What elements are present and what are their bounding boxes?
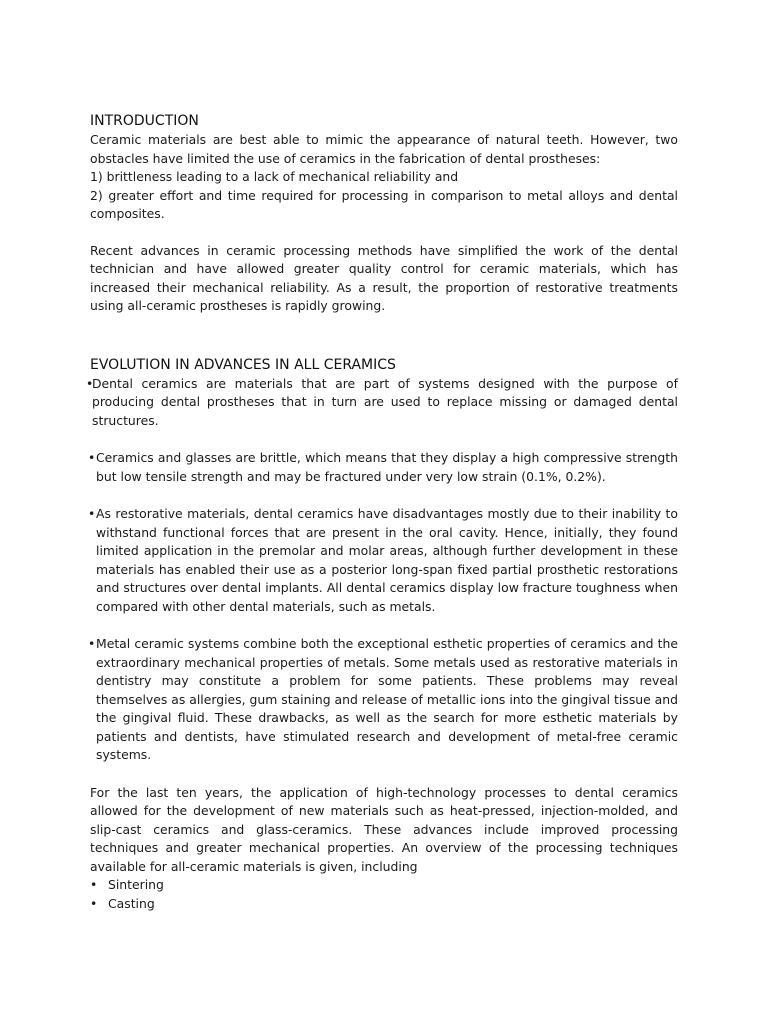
intro-item-1: 1) brittleness leading to a lack of mechanical reliability and [90,169,459,184]
bullet-marker: • [86,375,94,391]
evolution-heading: EVOLUTION IN ADVANCES IN ALL CERAMICS [90,356,396,373]
technique-list [90,876,678,913]
evolution-bullet-text: As restorative materials, dental ceramics have disadvantages mostly due to their inability to withstand functional forces that are present in the oral cavity. Hence, initially, they found limited application in the premolar and molar areas, although further development in these materials has enabled their use as a posterior long-span fixed partial prosthetic restorations and structures over dental implants. All dental ceramics display low fracture toughness when compared with other dental materials, such as metals. [96,506,678,614]
bullet-marker: • [88,506,96,521]
evolution-bullet-text: Dental ceramics are materials that are part of systems designed with the purpose of producing dental prostheses that in turn are used to replace missing or damaged dental structures. [92,375,678,428]
evolution-bullet-text: Metal ceramic systems combine both the exceptional esthetic properties of ceramics and the extraordinary mechanical properties of metals. Some metals used as restorative materials in dentistry may constitute a problem for some patients. These problems may reveal themselves as allergies, gum staining and release of metallic ions into the gingival tissue and the gingival fluid. These drawbacks, as well as the search for more esthetic materials by patients and dentists, have stimulated research and development of metal-free ceramic systems. [96,636,678,762]
intro-heading: INTRODUCTION [90,113,199,129]
intro-item-2: 2) greater effort and time required for processing in comparison to metal alloys and dental composites. [90,187,678,221]
list-item [90,895,678,914]
intro-paragraph-1: Ceramic materials are best able to mimic the appearance of natural teeth. However, two obstacles have limited the use of ceramics in the fabrication of dental prostheses: [90,132,678,166]
intro-paragraph-2: Recent advances in ceramic processing methods have simplified the work of the dental technician and have allowed greater quality control for ceramic materials, which has increased their mechanical reliability. As a result, the proportion of restorative treatments using all-ceramic prostheses is rapidly growing. [90,242,678,313]
bullet-marker: • [88,636,96,651]
technique-label: Casting [108,895,155,911]
evolution-closing-paragraph: For the last ten years, the application of high-technology processes to dental ceramics allowed for the development of new materials such as heat-pressed, injection-molded, and slip-cast ceramics and glass-ceramics. These advances include improved processing techniques and greater mechanical properties. An overview of the processing techniques available for all-ceramic materials is given, including [90,784,678,874]
bullet-marker: • [90,877,98,892]
evolution-bullet [90,449,678,486]
evolution-bullet [90,635,678,765]
evolution-bullet [86,375,678,431]
technique-label: Sintering [108,877,164,892]
evolution-bullet [90,505,678,616]
document-page [86,112,678,913]
evolution-bullet-text: Ceramics and glasses are brittle, which means that they display a high compressive strength but low tensile strength and may be fractured under very low strain (0.1%, 0.2%). [96,450,678,484]
list-item [90,876,678,895]
bullet-marker: • [88,450,96,465]
bullet-marker: • [90,895,98,911]
